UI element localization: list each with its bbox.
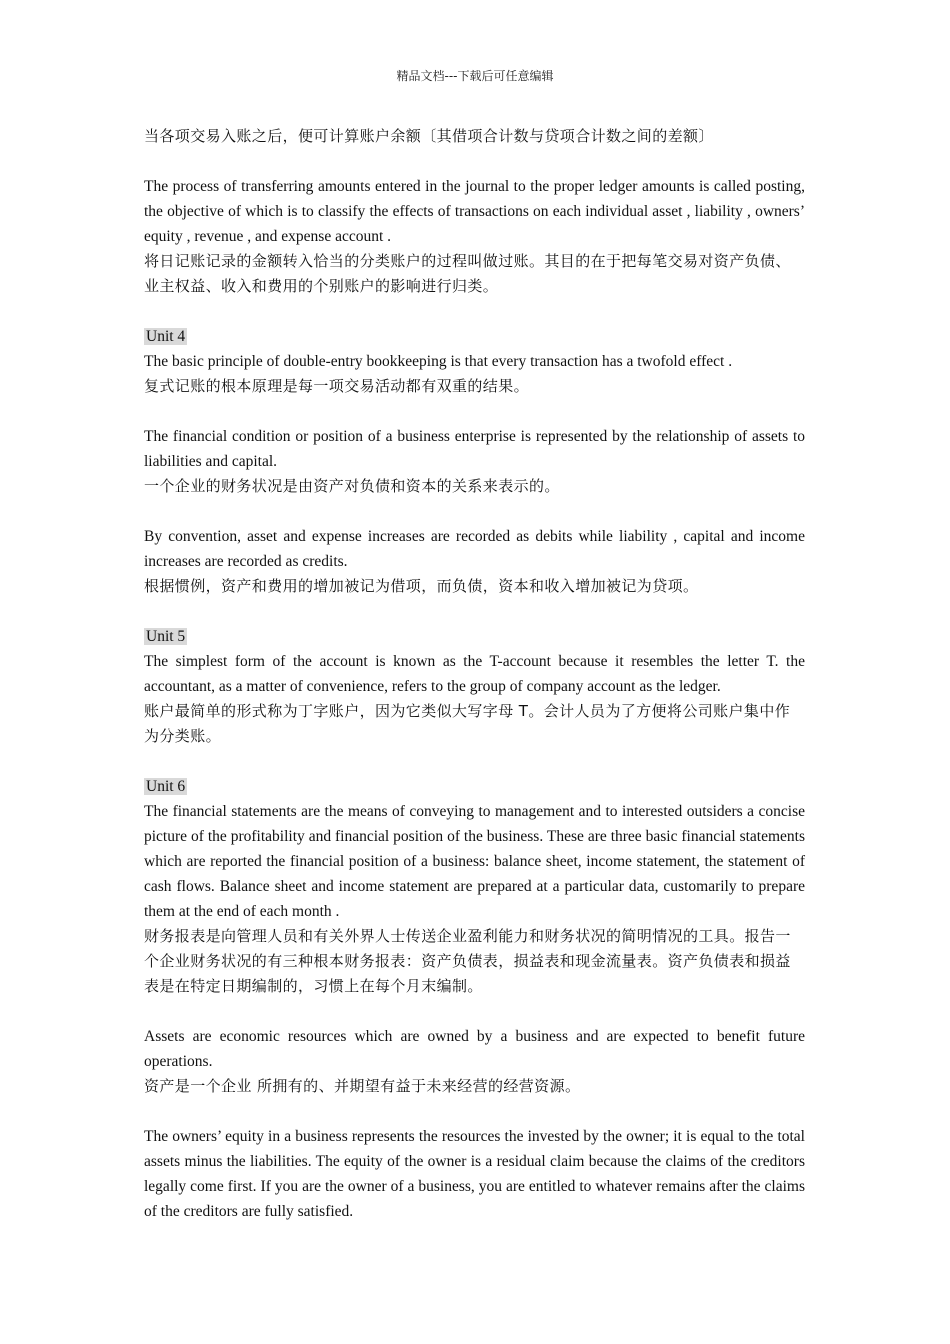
paragraph-en: Assets are economic resources which are owned by a business and are expected to benefit future operations. [144, 1028, 805, 1070]
paragraph-en: The basic principle of double-entry bookkeeping is that every transaction has a twofold effect . [144, 353, 733, 370]
paragraph-en: The simplest form of the account is known as the T-account because it resembles the letter T. the accountant, as a matter of convenience, refers to the group of company account as the ledger. [144, 653, 805, 695]
paragraph-en: The owners’ equity in a business represents the resources the invested by the owner; it is equal to the total assets minus the liabilities. The equity of the owner is a residual claim because the claims of the creditors legally come first. If you are the owner of a business, you are entitled to whatever remains after the claims of the creditors are fully satisfied. [144, 1128, 805, 1220]
unit-heading: Unit 6 [146, 778, 186, 795]
paragraph-zh: 一个企业的财务状况是由资产对负债和资本的关系来表示的。 [144, 477, 560, 495]
paragraph-zh: 财务报表是向管理人员和有关外界人士传送企业盈利能力和财务状况的简明情况的工具。报告一个企业财务状况的有三种根本财务报表：资产负债表，损益表和现金流量表。资产负债表和损益表是在特定日期编制的，习惯上在每个月末编制。 [144, 927, 791, 995]
unit-heading: Unit 5 [146, 628, 186, 645]
paragraph-en: By convention, asset and expense increases are recorded as debits while liability , capital and income increases are recorded as credits. [144, 528, 805, 570]
paragraph-zh: 资产是一个企业 所拥有的、并期望有益于未来经营的经营资源。 [144, 1077, 581, 1095]
paragraph-zh: 当各项交易入账之后，便可计算账户余额〔其借项合计数与贷项合计数之间的差额〕 [144, 127, 714, 145]
paragraph-en: The financial statements are the means of conveying to management and to interested outsiders a concise picture of the profitability and financial position of the business. These are three basic financial statements which are reported the financial position of a business: balance sheet, income statement, the statement of cash flows. Balance sheet and income statement are prepared at a particular data, customarily to prepare them at the end of each month . [144, 803, 805, 920]
paragraph-zh: 复式记账的根本原理是每一项交易活动都有双重的结果。 [144, 377, 530, 395]
unit-heading: Unit 4 [146, 328, 186, 345]
paragraph-zh: 将日记账记录的金额转入恰当的分类账户的过程叫做过账。其目的在于把每笔交易对资产负债、业主权益、收入和费用的个别账户的影响进行归类。 [144, 252, 791, 295]
paragraph-en: The financial condition or position of a business enterprise is represented by the relationship of assets to liabilities and capital. [144, 428, 805, 470]
paragraph-zh: 账户最简单的形式称为丁字账户，因为它类似大写字母 T。会计人员为了方便将公司账户集中作为分类账。 [144, 702, 791, 745]
page-header: 精品文档---下载后可任意编辑 [396, 69, 554, 83]
paragraph-en: The process of transferring amounts entered in the journal to the proper ledger amounts is called posting, the objective of which is to classify the effects of transactions on each individual asset , liability , owners’ equity , revenue , and expense account . [144, 178, 805, 245]
paragraph-zh: 根据惯例，资产和费用的增加被记为借项，而负债，资本和收入增加被记为贷项。 [144, 577, 699, 595]
document-body [144, 124, 805, 1224]
